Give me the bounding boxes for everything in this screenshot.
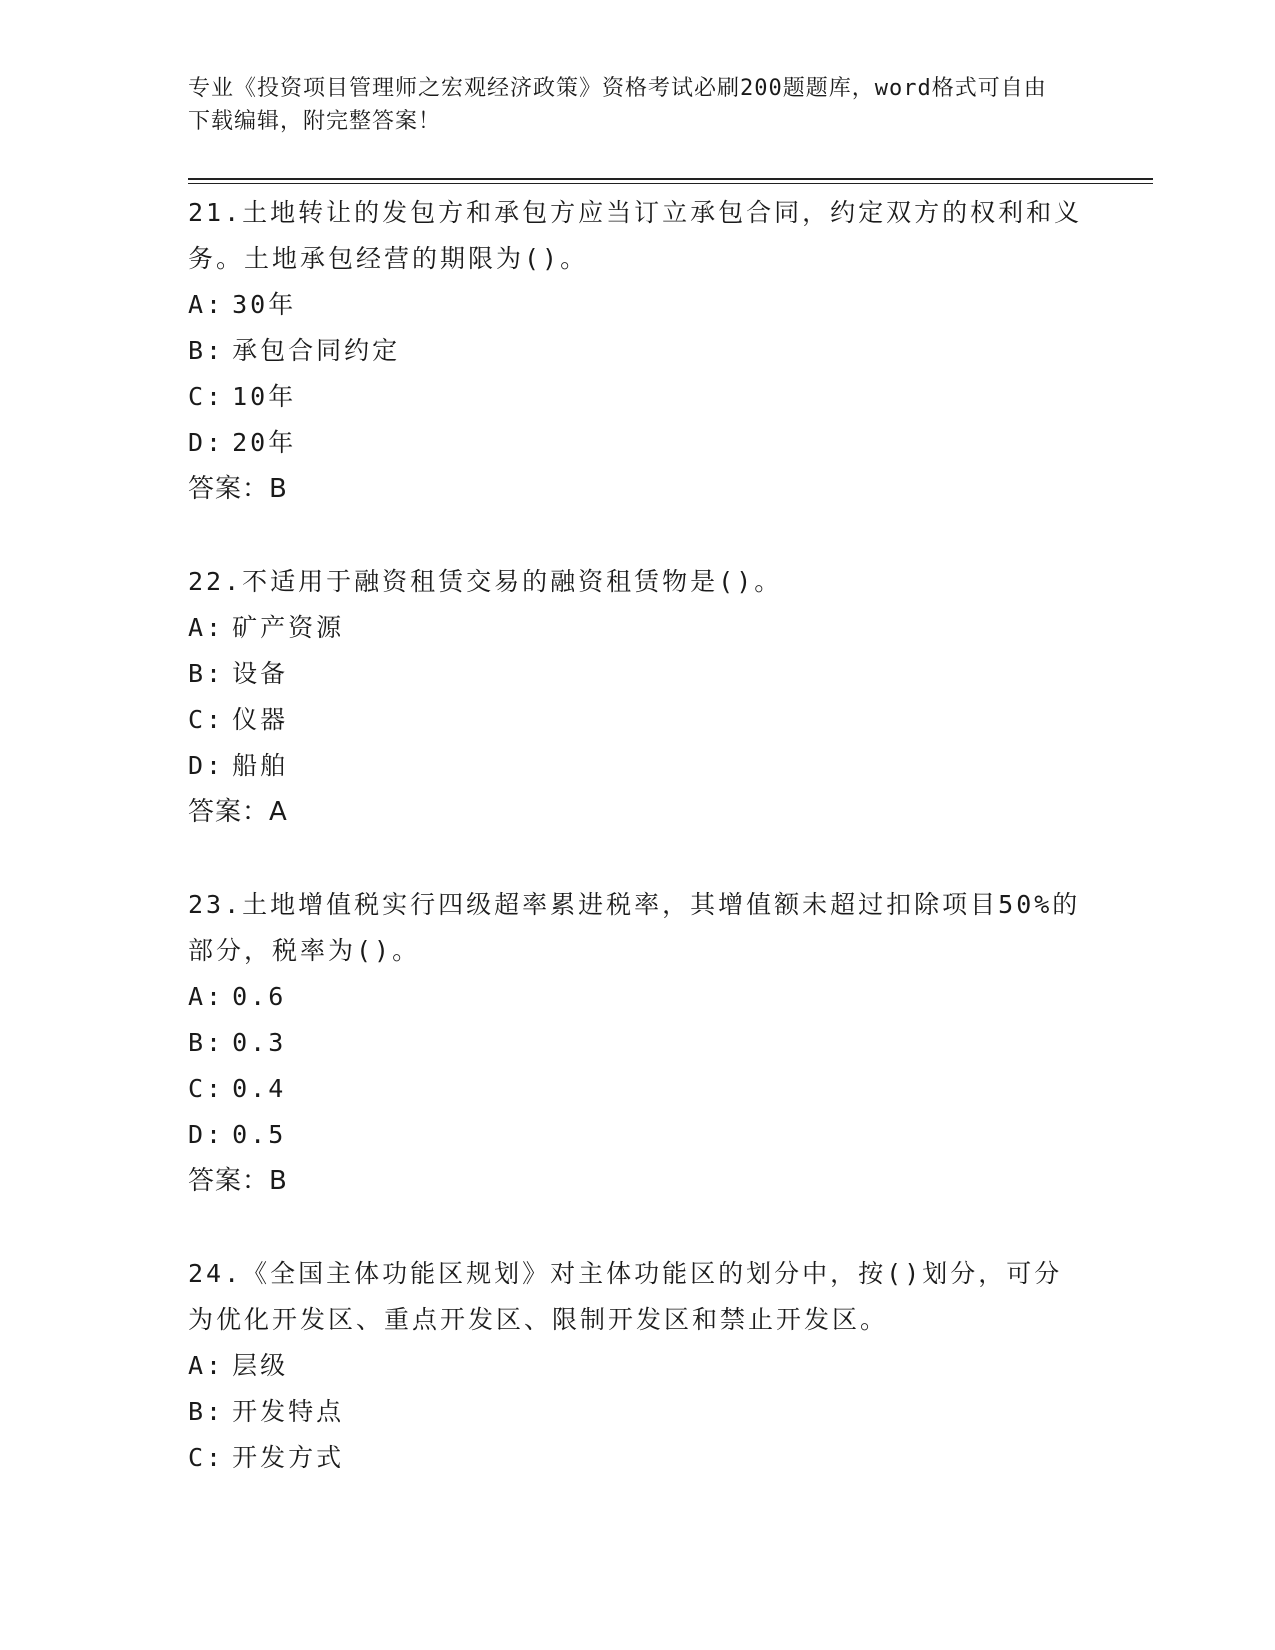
- answer-line: 答案：B: [188, 1166, 288, 1196]
- option-text: 0.3: [232, 1028, 287, 1057]
- option-b: [188, 328, 1088, 374]
- option-c: [188, 374, 1088, 420]
- question-23: [188, 882, 1088, 1204]
- option-key: C:: [188, 382, 225, 411]
- option-key: C:: [188, 705, 225, 734]
- option-c: [188, 1435, 1088, 1481]
- option-d: [188, 420, 1088, 466]
- spacer: [188, 1204, 1088, 1251]
- option-text: 矿产资源: [232, 613, 345, 642]
- option-key: B:: [188, 336, 225, 365]
- option-text: 船舶: [232, 751, 289, 780]
- question-24: [188, 1251, 1088, 1481]
- spacer: [188, 835, 1088, 882]
- option-c: [188, 1066, 1088, 1112]
- option-key: D:: [188, 751, 225, 780]
- option-b: [188, 651, 1088, 697]
- question-stem: 21.土地转让的发包方和承包方应当订立承包合同，约定双方的权利和义务。土地承包经营的期限为()。: [188, 198, 1083, 273]
- option-text: 仪器: [232, 705, 289, 734]
- document-intro: 专业《投资项目管理师之宏观经济政策》资格考试必刷200题题库，word格式可自由下载编辑，附完整答案！: [188, 76, 1047, 134]
- header-divider: [188, 178, 1153, 180]
- question-22: [188, 559, 1088, 835]
- option-c: [188, 697, 1088, 743]
- option-key: B:: [188, 1028, 225, 1057]
- option-key: A:: [188, 1351, 225, 1380]
- option-text: 设备: [232, 659, 289, 688]
- question-stem: 23.土地增值税实行四级超率累进税率，其增值额未超过扣除项目50%的部分，税率为()。: [188, 890, 1081, 965]
- option-key: D:: [188, 1120, 225, 1149]
- option-d: [188, 1112, 1088, 1158]
- spacer: [188, 512, 1088, 559]
- option-key: A:: [188, 613, 225, 642]
- option-d: [188, 743, 1088, 789]
- option-text: 0.4: [232, 1074, 287, 1103]
- option-key: C:: [188, 1074, 225, 1103]
- option-text: 0.5: [232, 1120, 287, 1149]
- option-text: 承包合同约定: [232, 336, 401, 365]
- question-21: [188, 190, 1088, 512]
- option-text: 开发方式: [232, 1443, 345, 1472]
- option-text: 开发特点: [232, 1397, 345, 1426]
- option-key: D:: [188, 428, 225, 457]
- question-stem: 22.不适用于融资租赁交易的融资租赁物是()。: [188, 567, 783, 596]
- option-text: 30年: [232, 290, 297, 319]
- option-key: B:: [188, 659, 225, 688]
- option-key: A:: [188, 982, 225, 1011]
- option-key: B:: [188, 1397, 225, 1426]
- option-text: 10年: [232, 382, 297, 411]
- option-b: [188, 1389, 1088, 1435]
- question-list: [188, 190, 1088, 1481]
- option-a: [188, 605, 1088, 651]
- option-key: C:: [188, 1443, 225, 1472]
- answer-line: 答案：A: [188, 797, 288, 827]
- question-stem: 24.《全国主体功能区规划》对主体功能区的划分中，按()划分，可分为优化开发区、重点开发区、限制开发区和禁止开发区。: [188, 1259, 1063, 1334]
- option-text: 20年: [232, 428, 297, 457]
- option-b: [188, 1020, 1088, 1066]
- header-divider-thin: [188, 183, 1153, 184]
- option-key: A:: [188, 290, 225, 319]
- option-text: 层级: [232, 1351, 289, 1380]
- option-text: 0.6: [232, 982, 287, 1011]
- answer-line: 答案：B: [188, 474, 288, 504]
- option-a: [188, 974, 1088, 1020]
- option-a: [188, 1343, 1088, 1389]
- option-a: [188, 282, 1088, 328]
